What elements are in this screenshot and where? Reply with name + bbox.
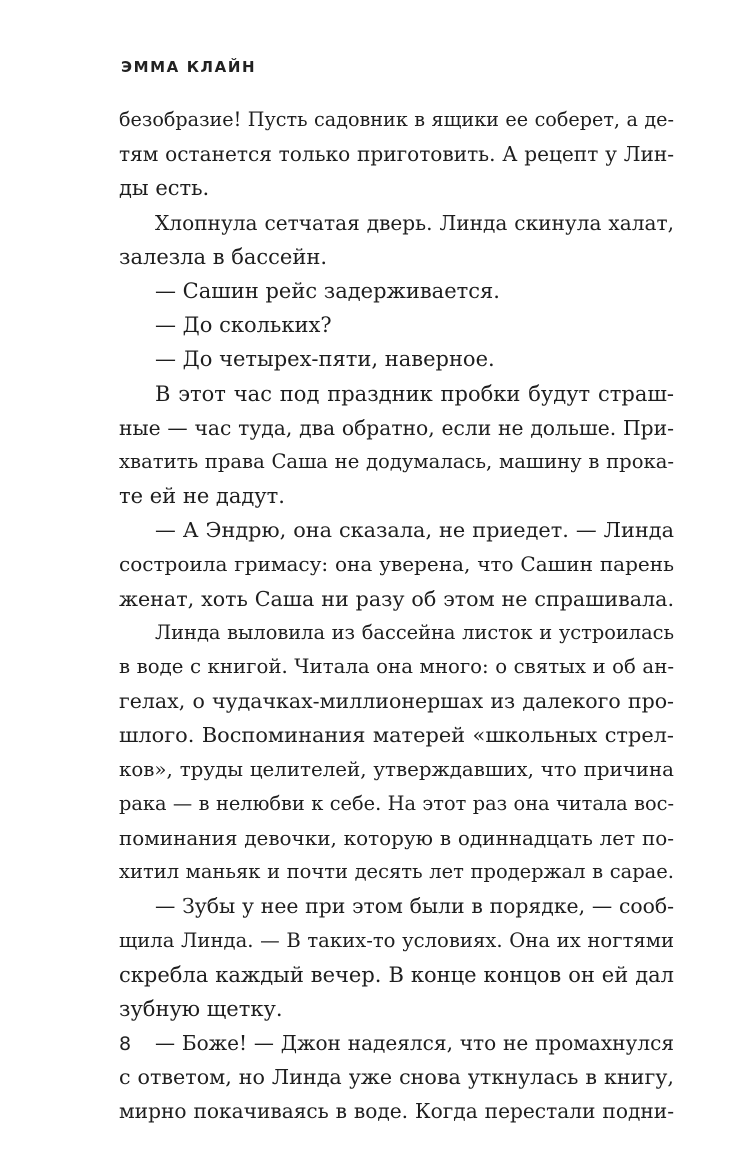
text-line: — Боже! — Джон надеялся, что не промахнулся — [155, 1031, 674, 1056]
text-line: мирно покачиваясь в воде. Когда перестали подни- — [119, 1099, 674, 1124]
running-head-author: ЭММА КЛАЙН — [121, 58, 257, 76]
text-line: — До скольких? — [155, 313, 332, 338]
body-text — [119, 103, 674, 1129]
text-line: зубную щетку. — [119, 996, 283, 1021]
text-line: хватить права Саша не додумалась, машину в прока- — [119, 449, 674, 473]
text-line: ков», труды целителей, утверждавших, что причина — [119, 757, 674, 781]
text-line: щила Линда. — В таких-то условиях. Она их ногтями — [119, 928, 674, 952]
text-line: залезла в бассейн. — [119, 244, 328, 269]
text-line: женат, хоть Саша ни разу об этом не спрашивала. — [119, 586, 674, 611]
text-line: тям останется только приготовить. А рецепт у Лин- — [119, 142, 674, 167]
text-line: рака — в нелюбви к себе. На этот раз она читала вос- — [119, 791, 674, 815]
text-line: с ответом, но Линда уже снова уткнулась в книгу, — [119, 1065, 674, 1090]
text-line: — До четырех-пяти, наверное. — [155, 347, 495, 372]
text-line: — Зубы у нее при этом были в порядке, — сооб- — [155, 894, 674, 919]
text-line: те ей не дадут. — [119, 484, 285, 509]
text-line: в воде с книгой. Читала она много: о святых и об ан- — [119, 655, 674, 678]
text-line: — А Эндрю, она сказала, не приедет. — Линда — [155, 518, 674, 543]
text-line: Хлопнула сетчатая дверь. Линда скинула халат, — [155, 210, 674, 235]
text-line: шлого. Воспоминания матерей «школьных стрел- — [119, 723, 674, 748]
text-line: В этот час под праздник пробки будут страш- — [155, 381, 674, 406]
text-line: состроила гримасу: она уверена, что Сашин парень — [119, 552, 674, 577]
text-line: ды есть. — [119, 176, 210, 201]
text-line: ные — час туда, два обратно, если не дольше. При- — [119, 415, 674, 440]
text-line: Линда выловила из бассейна листок и устроилась — [155, 620, 674, 644]
text-line: — Сашин рейс задерживается. — [155, 278, 500, 303]
page-number: 8 — [119, 1033, 132, 1055]
text-line: безобразие! Пусть садовник в ящики ее соберет, а де- — [119, 108, 674, 131]
text-line: скребла каждый вечер. В конце концов он ей дал — [119, 962, 674, 987]
text-line: хитил маньяк и почти десять лет продержал в сарае. — [119, 860, 674, 884]
text-line: поминания девочки, которую в одиннадцать лет по- — [119, 825, 674, 850]
text-line: гелах, о чудачках-миллионершах из далекого про- — [119, 689, 674, 714]
